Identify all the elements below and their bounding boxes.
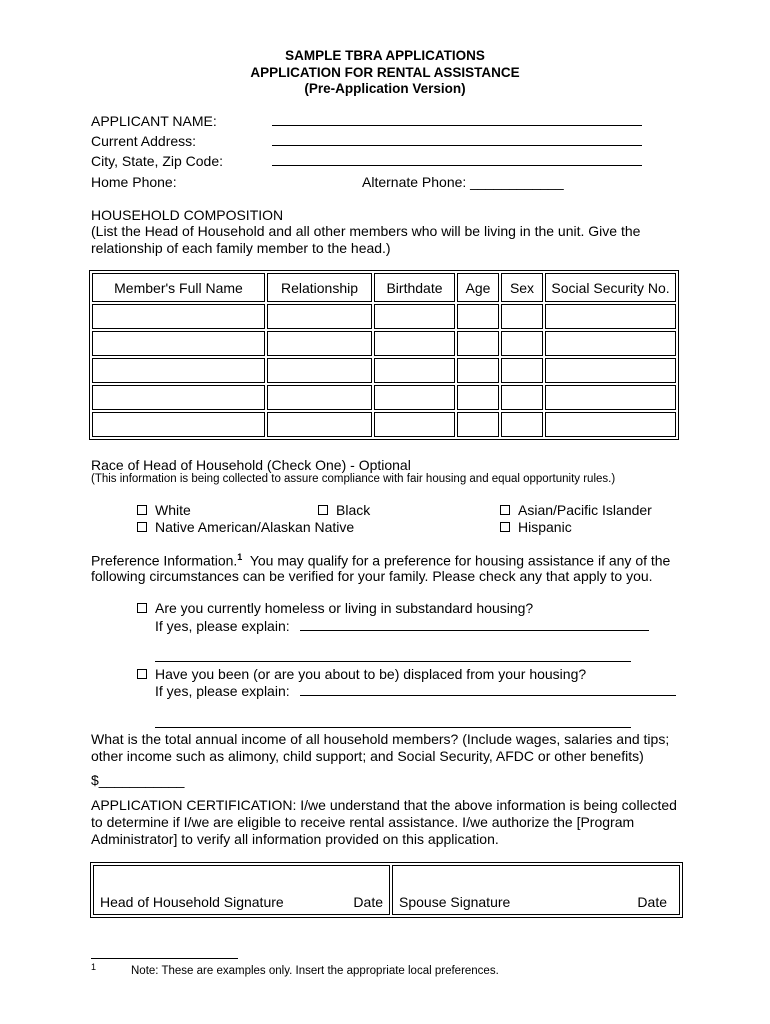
table-cell[interactable]: [374, 331, 455, 356]
table-cell[interactable]: [501, 331, 543, 356]
col-relationship: Relationship: [267, 273, 372, 302]
table-cell[interactable]: [457, 412, 499, 437]
table-row: [92, 358, 676, 383]
explain-label-2: If yes, please explain:: [155, 683, 290, 699]
head-signature-cell[interactable]: [93, 865, 390, 915]
checkbox[interactable]: [137, 522, 147, 532]
table-cell[interactable]: [545, 358, 676, 383]
date-label-1: Date: [353, 894, 383, 910]
current-address-label: Current Address:: [91, 133, 197, 149]
question-label: Are you currently homeless or living in substandard housing?: [155, 600, 534, 616]
col-sex: Sex: [501, 273, 543, 302]
table-cell[interactable]: [92, 304, 265, 329]
alternate-phone-label[interactable]: Alternate Phone: ____________: [362, 174, 564, 190]
col-member-name: Member's Full Name: [92, 273, 265, 302]
race-option-asian[interactable]: [500, 502, 652, 518]
race-option-black[interactable]: [318, 502, 370, 518]
table-cell[interactable]: [545, 412, 676, 437]
applicant-name-field[interactable]: [272, 125, 642, 126]
table-cell[interactable]: [374, 412, 455, 437]
date-label-2: Date: [637, 894, 667, 910]
table-cell[interactable]: [92, 412, 265, 437]
table-cell[interactable]: [501, 358, 543, 383]
city-state-zip-label: City, State, Zip Code:: [91, 153, 224, 169]
current-address-field[interactable]: [272, 145, 642, 146]
city-state-zip-field[interactable]: [272, 165, 642, 166]
table-cell[interactable]: [457, 331, 499, 356]
certification-text: APPLICATION CERTIFICATION: I/we understand that the above information is being collected to determine if I/we are eligible to receive rental assistance. I/we authorize the [Program Administrator] to verify all information provided on this application.: [91, 797, 677, 847]
explain-field-2[interactable]: [300, 695, 676, 696]
table-cell[interactable]: [501, 412, 543, 437]
document-version: (Pre-Application Version): [304, 81, 466, 96]
explain-field-1b[interactable]: [155, 661, 631, 662]
preference-intro: [91, 552, 670, 569]
table-cell[interactable]: [545, 385, 676, 410]
household-table: [89, 270, 679, 440]
table-cell[interactable]: [457, 358, 499, 383]
household-table-header: [92, 273, 676, 302]
table-row: [92, 385, 676, 410]
home-phone-label: Home Phone:: [91, 174, 177, 190]
income-field[interactable]: $___________: [91, 772, 185, 788]
preference-text: You may qualify for a preference for housing assistance if any of the: [242, 552, 671, 569]
option-label: Native American/Alaskan Native: [155, 519, 355, 535]
document-subtitle: APPLICATION FOR RENTAL ASSISTANCE: [250, 65, 520, 80]
explain-label-1: If yes, please explain:: [155, 618, 290, 634]
checkbox[interactable]: [318, 505, 328, 515]
table-cell[interactable]: [374, 358, 455, 383]
applicant-name-label: APPLICANT NAME:: [91, 113, 217, 129]
document-title: SAMPLE TBRA APPLICATIONS: [285, 48, 485, 63]
explain-field-2b[interactable]: [155, 727, 631, 728]
checkbox[interactable]: [137, 603, 147, 613]
table-cell[interactable]: [92, 331, 265, 356]
checkbox[interactable]: [137, 505, 147, 515]
preference-label: Preference Information.: [91, 552, 238, 569]
table-cell[interactable]: [457, 385, 499, 410]
race-option-native[interactable]: [137, 519, 354, 535]
table-row: [92, 412, 676, 437]
footnote-ref: 1: [237, 552, 243, 562]
table-cell[interactable]: [92, 385, 265, 410]
table-cell[interactable]: [267, 412, 372, 437]
checkbox[interactable]: [500, 505, 510, 515]
race-heading: Race of Head of Household (Check One) - Optional: [91, 457, 411, 473]
question-label: Have you been (or are you about to be) displaced from your housing?: [155, 666, 587, 682]
table-row: [92, 304, 676, 329]
col-age: Age: [457, 273, 499, 302]
race-option-white[interactable]: [137, 502, 191, 518]
option-label: Black: [336, 502, 371, 518]
table-cell[interactable]: [267, 304, 372, 329]
signature-table: [90, 862, 683, 918]
table-cell[interactable]: [457, 304, 499, 329]
preference-q2[interactable]: [137, 666, 586, 682]
table-cell[interactable]: [374, 304, 455, 329]
footnote-text: Note: These are examples only. Insert the appropriate local preferences.: [131, 965, 499, 977]
table-cell[interactable]: [374, 385, 455, 410]
spouse-signature-cell[interactable]: [392, 865, 680, 915]
table-cell[interactable]: [501, 304, 543, 329]
checkbox[interactable]: [137, 669, 147, 679]
table-cell[interactable]: [545, 304, 676, 329]
table-cell[interactable]: [501, 385, 543, 410]
option-label: Asian/Pacific Islander: [518, 502, 652, 518]
spouse-signature-label: Spouse Signature: [399, 894, 511, 910]
preference-q1[interactable]: [137, 600, 533, 616]
table-cell[interactable]: [267, 358, 372, 383]
race-option-hispanic[interactable]: [500, 519, 572, 535]
option-label: Hispanic: [518, 519, 572, 535]
table-cell[interactable]: [267, 385, 372, 410]
table-row: [92, 331, 676, 356]
household-instructions: (List the Head of Household and all other members who will be living in the unit. Give the relationship of each family member to the head.): [91, 223, 641, 256]
table-cell[interactable]: [267, 331, 372, 356]
col-birthdate: Birthdate: [374, 273, 455, 302]
checkbox[interactable]: [500, 522, 510, 532]
preference-text-line2: following circumstances can be verified for your family. Please check any that apply to you.: [91, 568, 653, 584]
head-signature-label: Head of Household Signature: [100, 894, 284, 910]
col-ssn: Social Security No.: [545, 273, 676, 302]
household-heading: HOUSEHOLD COMPOSITION: [91, 207, 284, 223]
option-label: White: [155, 502, 191, 518]
race-note: (This information is being collected to assure compliance with fair housing and equal opportunity rules.): [91, 473, 616, 485]
table-cell[interactable]: [545, 331, 676, 356]
explain-field-1[interactable]: [300, 630, 649, 631]
table-cell[interactable]: [92, 358, 265, 383]
footnote-mark: 1: [91, 962, 97, 972]
footnote-divider: [91, 958, 238, 959]
income-question: What is the total annual income of all household members? (Include wages, salaries and tips; other income such as alimony, child support; and Social Security, AFDC or other benefits): [91, 731, 670, 764]
